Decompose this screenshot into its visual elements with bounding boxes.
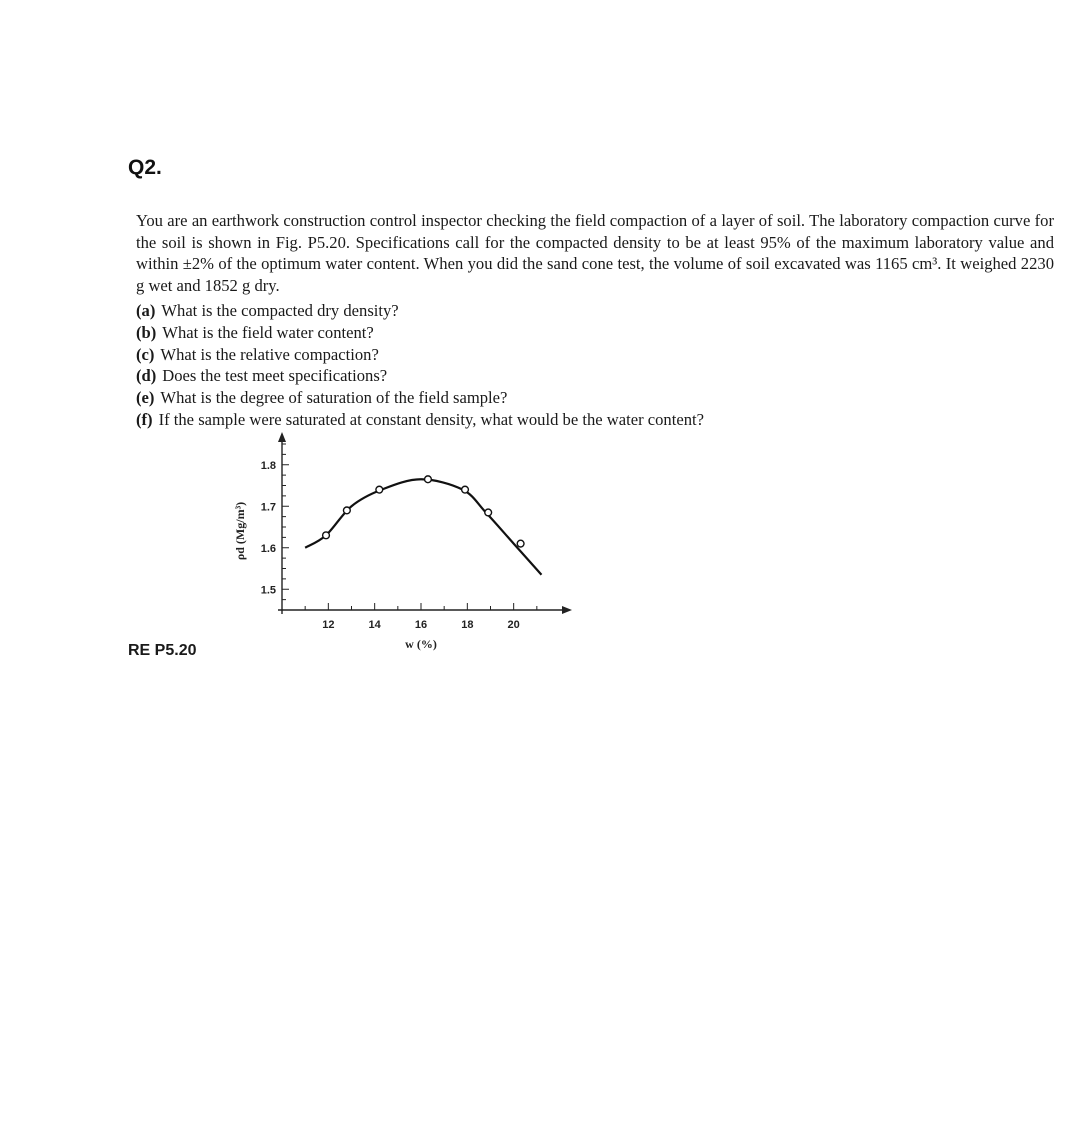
- question-letter: (f): [136, 409, 153, 429]
- figure-caption: RE P5.20: [128, 642, 197, 659]
- question-letter: (a): [136, 301, 156, 320]
- question-list: [136, 300, 1036, 431]
- chart-markers: [323, 476, 524, 547]
- y-tick-label: 1.8: [260, 459, 276, 472]
- data-point-marker: [517, 540, 524, 547]
- chart-axes: [278, 432, 572, 614]
- data-point-marker: [462, 486, 469, 493]
- data-point-marker: [376, 486, 383, 493]
- question-text: What is the degree of saturation of the field sample?: [160, 388, 508, 408]
- question-label: Q2.: [128, 156, 162, 179]
- question-letter: (d): [136, 366, 157, 386]
- x-tick-label: 20: [507, 619, 520, 631]
- question-text: What is the relative compaction?: [160, 344, 379, 364]
- question-item-c: [136, 344, 1036, 366]
- x-tick-label: 18: [461, 619, 474, 631]
- chart-ticks: [261, 444, 537, 631]
- compaction-curve-chart: [220, 430, 580, 670]
- y-tick-label: 1.6: [260, 542, 276, 555]
- question-item-e: [136, 387, 1036, 409]
- question-item-a: [136, 300, 1036, 322]
- x-tick-label: 12: [322, 619, 335, 631]
- question-text: What is the compacted dry density?: [161, 301, 399, 320]
- question-item-f: [136, 409, 1036, 431]
- question-text: What is the field water content?: [162, 322, 374, 342]
- question-letter: (c): [136, 344, 155, 364]
- data-point-marker: [485, 509, 492, 516]
- data-point-marker: [343, 507, 350, 514]
- x-tick-label: 14: [368, 619, 381, 631]
- y-tick-label: 1.7: [260, 501, 276, 514]
- x-axis-arrow: [562, 606, 572, 614]
- y-axis-arrow: [278, 432, 286, 442]
- data-point-marker: [323, 532, 330, 539]
- question-item-b: [136, 322, 1036, 344]
- question-item-d: [136, 365, 1036, 387]
- compaction-curve-line: [305, 479, 541, 574]
- y-axis-label: ρd (Mg/m³): [233, 501, 247, 561]
- question-text: If the sample were saturated at constant density, what would be the water content?: [158, 409, 704, 429]
- question-letter: (e): [136, 388, 155, 408]
- question-letter: (b): [136, 322, 157, 342]
- problem-statement: You are an earthwork construction control inspector checking the field compaction of a layer of soil. The laboratory compaction curve for the soil is shown in Fig. P5.20. Specifications call for the compacted density to be at least 95% of the maximum laboratory value and within ±2% of the optimum water content. When you did the sand cone test, the volume of soil excavated was 1165 cm³. It weighed 2230 g wet and 1852 g dry.: [136, 211, 1054, 296]
- question-text: Does the test meet specifications?: [162, 366, 388, 386]
- y-tick-label: 1.5: [260, 584, 276, 597]
- x-tick-label: 16: [414, 619, 428, 631]
- x-axis-label: w (%): [405, 637, 437, 651]
- data-point-marker: [425, 476, 432, 483]
